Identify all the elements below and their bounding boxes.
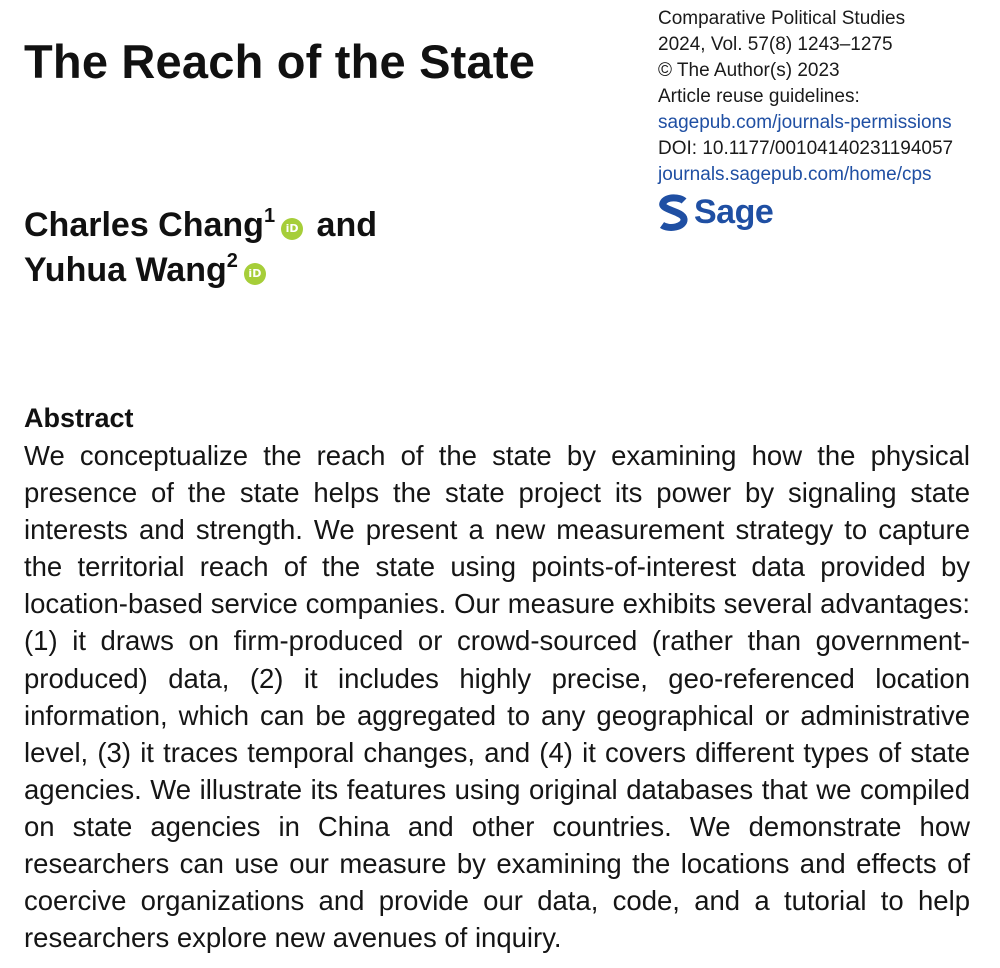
- author-name: Charles Chang: [24, 206, 264, 244]
- journal-info: [658, 6, 953, 188]
- journal-issue: 2024, Vol. 57(8) 1243–1275: [658, 34, 893, 55]
- author-list: [24, 203, 377, 293]
- affiliation-marker[interactable]: 1: [263, 205, 276, 227]
- paper-title: The Reach of the State: [24, 35, 536, 88]
- author-entry: [24, 248, 377, 293]
- author-separator: and: [316, 206, 377, 244]
- sage-logo: [658, 193, 773, 232]
- permissions-link[interactable]: sagepub.com/journals-permissions: [658, 112, 952, 133]
- sage-s-icon: [658, 194, 688, 232]
- sage-logo-text: Sage: [694, 193, 774, 231]
- author-name: Yuhua Wang: [24, 251, 227, 289]
- journal-name: Comparative Political Studies: [658, 8, 906, 29]
- orcid-icon[interactable]: iD: [244, 263, 266, 285]
- journal-home-link[interactable]: journals.sagepub.com/home/cps: [658, 164, 932, 185]
- orcid-icon[interactable]: iD: [281, 218, 303, 240]
- abstract-heading: Abstract: [24, 403, 134, 433]
- author-entry: [24, 203, 377, 248]
- doi: DOI: 10.1177/00104140231194057: [658, 138, 954, 159]
- reuse-label: Article reuse guidelines:: [658, 86, 860, 107]
- affiliation-marker[interactable]: 2: [226, 250, 238, 272]
- copyright: © The Author(s) 2023: [658, 60, 840, 81]
- abstract-text: We conceptualize the reach of the state by examining how the physical presence of the state helps the state project its power by signaling state interests and strength. We present a new measurement strategy to capture the territorial reach of the state using points-of-interest data provided by location-based service companies. Our measure exhibits several advantages: (1) it draws on firm-produced or crowd-sourced (rather than government-produced) data, (2) it includes highly precise, geo-referenced location information, which can be aggregated to any geographical or administrative level, (3) it traces temporal changes, and (4) it covers different types of state agencies. We illustrate its features using original databases that we compiled on state agencies in China and other countries. We demonstrate how researchers can use our measure by examining the locations and effects of coercive organizations and provide our data, code, and a tutorial to help researchers explore new avenues of inquiry.: [24, 440, 970, 954]
